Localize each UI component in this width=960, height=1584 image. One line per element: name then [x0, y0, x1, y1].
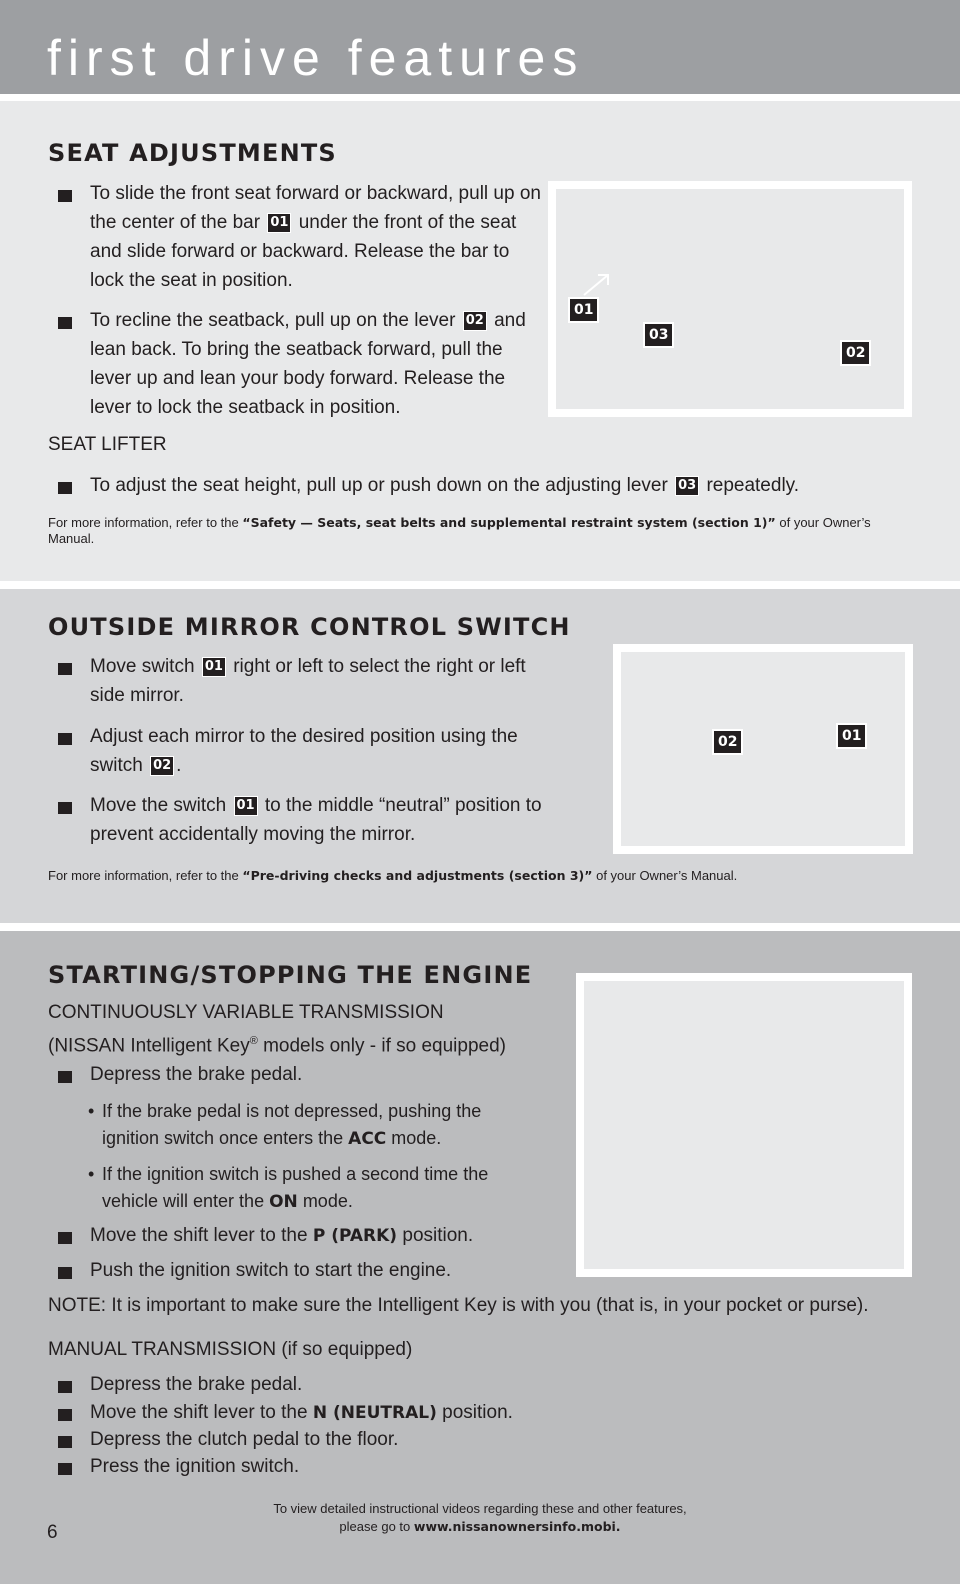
cvt-substep-acc: • If the brake pedal is not depressed, pushing the ignition switch once enters the ACC mode. — [88, 1101, 482, 1149]
callout-tag-01: 01 — [569, 298, 598, 322]
footer-video-note: To view detailed instructional videos regarding these and other features, please go to www.nissanownersinfo.mobi. — [273, 1501, 687, 1534]
owners-info-link[interactable]: www.nissanownersinfo.mobi. — [413, 1519, 621, 1534]
cvt-substep-on: • If the ignition switch is pushed a second time the vehicle will enter the ON mode. — [88, 1164, 489, 1212]
ref-tag: 02 — [463, 311, 487, 331]
bullet-square-icon — [58, 663, 72, 675]
mirror-bullet-neutral: Move the switch 01 to the middle “neutral” position to prevent accidentally moving the mirror. — [58, 791, 548, 849]
engine-start-section — [0, 931, 960, 1584]
seat-lifter-label: SEAT LIFTER — [48, 434, 167, 455]
ignition-switch-illustration — [576, 973, 912, 1277]
seat-more-info-note: For more information, refer to the “Safety — Seats, seat belts and supplemental restraint system (section 1)” of your Owner’s Manual. — [48, 515, 871, 546]
intelligent-key-note: NOTE: It is important to make sure the Intelligent Key is with you (that is, in your pocket or purse). — [48, 1295, 869, 1316]
page-number: 6 — [47, 1522, 58, 1543]
bullet-square-icon — [58, 190, 72, 202]
ref-tag: 01 — [234, 796, 258, 816]
ref-tag: 02 — [150, 756, 174, 776]
cvt-step-push: Push the ignition switch to start the engine. — [58, 1256, 538, 1285]
bullet-square-icon — [58, 1463, 72, 1475]
bullet-square-icon — [58, 482, 72, 494]
callout-tag-02: 02 — [841, 341, 870, 365]
mirror-bullet-select: Move switch 01 right or left to select the right or left side mirror. — [58, 652, 528, 710]
bullet-square-icon — [58, 733, 72, 745]
callout-tag-01: 01 — [837, 724, 866, 748]
seat-bullet-slide: To slide the front seat forward or backward, pull up on the center of the bar 01 under the front of the seat and slide forward or backward. Release the bar to lock the seat in position. — [58, 179, 548, 295]
seat-bullet-recline: To recline the seatback, pull up on the lever 02 and lean back. To bring the seatback forward, pull the lever up and lean your body forward. Release the lever to lock the seatback in position. — [58, 306, 548, 422]
cvt-label: CONTINUOUSLY VARIABLE TRANSMISSION (NISSAN Intelligent Key® models only - if so equipped) — [48, 1002, 506, 1057]
seat-illustration — [548, 181, 912, 417]
cvt-step-park: Move the shift lever to the P (PARK) position. — [58, 1221, 538, 1251]
manual-step-clutch: Depress the clutch pedal to the floor. — [58, 1425, 658, 1454]
seat-adjustments-heading: SEAT ADJUSTMENTS — [48, 139, 337, 167]
manual-step-ignition: Press the ignition switch. — [58, 1452, 658, 1481]
callout-tag-02: 02 — [713, 730, 742, 754]
bullet-square-icon — [58, 317, 72, 329]
manual-transmission-label: MANUAL TRANSMISSION (if so equipped) — [48, 1339, 413, 1360]
seat-adjustments-section — [0, 101, 960, 581]
bullet-square-icon — [58, 1436, 72, 1448]
manual-step-neutral: Move the shift lever to the N (NEUTRAL) position. — [58, 1398, 658, 1428]
bullet-square-icon — [58, 1381, 72, 1393]
bullet-square-icon — [58, 1232, 72, 1244]
outside-mirror-section — [0, 589, 960, 923]
bullet-square-icon — [58, 1409, 72, 1421]
arrow-icon — [578, 269, 618, 299]
outside-mirror-heading: OUTSIDE MIRROR CONTROL SWITCH — [48, 613, 571, 641]
bullet-square-icon — [58, 1267, 72, 1279]
bullet-square-icon — [58, 1071, 72, 1083]
manual-step-brake: Depress the brake pedal. — [58, 1370, 658, 1399]
mirror-switch-illustration — [613, 644, 913, 854]
mirror-bullet-adjust: Adjust each mirror to the desired position using the switch 02 . — [58, 722, 548, 780]
page-header — [0, 0, 960, 94]
ref-tag: 01 — [202, 657, 226, 677]
page-title: first drive features — [47, 30, 585, 86]
mirror-more-info-note: For more information, refer to the “Pre-driving checks and adjustments (section 3)” of your Owner’s Manual. — [48, 868, 738, 883]
ref-tag: 03 — [675, 476, 699, 496]
engine-start-heading: STARTING/STOPPING THE ENGINE — [48, 961, 533, 989]
seat-bullet-lifter: To adjust the seat height, pull up or push down on the adjusting lever 03 repeatedly. — [58, 471, 918, 500]
callout-tag-03: 03 — [644, 323, 673, 347]
bullet-square-icon — [58, 802, 72, 814]
cvt-step-brake: Depress the brake pedal. — [58, 1060, 538, 1089]
ref-tag: 01 — [267, 213, 291, 233]
